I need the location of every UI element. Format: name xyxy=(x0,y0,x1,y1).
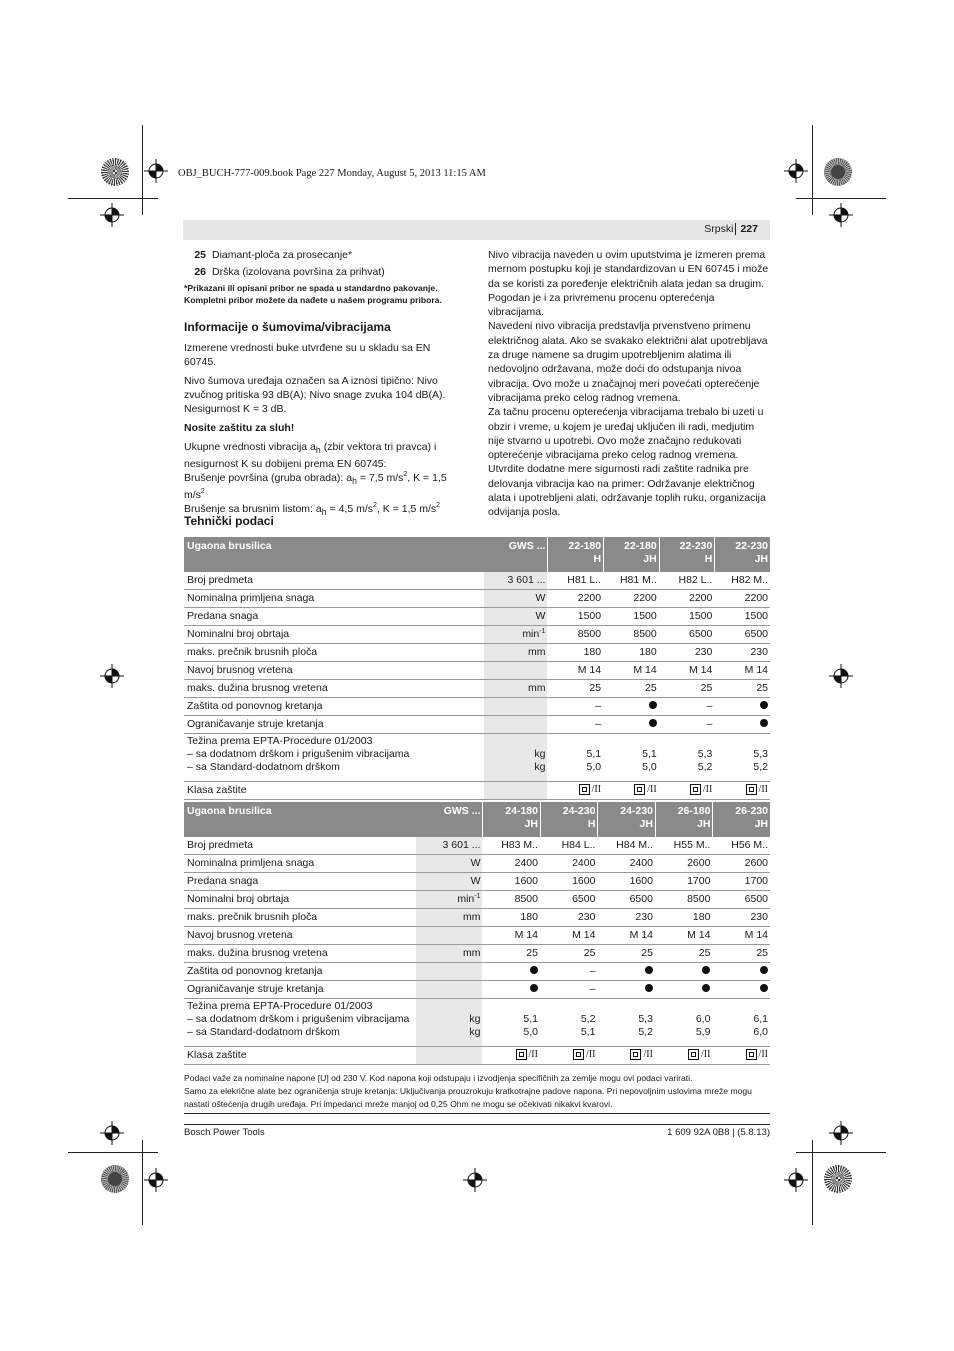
cell-value: 25 xyxy=(655,945,712,963)
yes-dot-icon xyxy=(645,984,653,992)
cell-value: 180 xyxy=(483,909,540,927)
row-unit: mm xyxy=(484,644,548,662)
cell-value: M 14 xyxy=(483,927,540,945)
cell-value: 25 xyxy=(548,680,604,698)
cell-value: – xyxy=(659,698,715,716)
cell-value: M 14 xyxy=(540,927,597,945)
cell-value: M 14 xyxy=(655,927,712,945)
cell-value: 180 xyxy=(548,644,604,662)
table-row-class: Klasa zaštite /II /II /II /II /II xyxy=(184,1047,770,1065)
yes-dot-icon xyxy=(645,966,653,974)
cell-value: 1500 xyxy=(548,608,604,626)
paragraph: Za tačnu procenu opterećenja vibracijama trebalo bi uzeti u obzir i vreme, u kojem je uređaj uključen ili radi, medjutim nije stvarno u upotrebi. Ovo može značajno redukovati opterećenje vibracijama preko celog radnog vremena. xyxy=(488,406,764,462)
row-label: maks. prečnik brusnih ploča xyxy=(184,909,416,927)
row-label: Navoj brusnog vretena xyxy=(184,927,416,945)
yes-dot-icon xyxy=(649,719,657,727)
cell-value xyxy=(715,716,770,734)
cell-value xyxy=(715,698,770,716)
cell-value: H83 M.. xyxy=(483,837,540,855)
row-unit: W xyxy=(416,873,483,891)
table-header-label: Ugaona brusilica xyxy=(184,802,416,837)
print-slug: OBJ_BUCH-777-009.book Page 227 Monday, August 5, 2013 11:15 AM xyxy=(178,168,486,179)
cell-value: H81 L.. xyxy=(548,572,604,590)
registration-target-icon xyxy=(100,203,124,227)
table-header-gws: GWS ... xyxy=(416,802,483,837)
yes-dot-icon xyxy=(760,984,768,992)
protection-class-icon: /II xyxy=(746,783,768,796)
tech-table-1 xyxy=(184,537,770,800)
row-label: Ograničavanje struje kretanja xyxy=(184,981,416,999)
paragraph: Nivo vibracija naveden u ovim uputstvima je izmeren prema mernom postupku koji je standardizovan u EN 60745 i može da se koristi za poređenje električnih alata jedan sa drugim. Pogodan je i za privremenu procenu opterećenja vibracijama. xyxy=(488,249,769,319)
table-row xyxy=(184,891,770,909)
row-unit xyxy=(416,981,483,999)
cell-value xyxy=(713,963,770,981)
footnote: Samo za elekrične alate bez ograničenja struje kretanja: Uključivanja prouzrokuju kratkotrajne padove napona. Pri nepovoljnim uslovima mreže mogu nastati oštećenja drugih uređaja. Pri impedanci mreže manjoj od 0,25 Ohm ne mogu se očekivati nikakvi kvarovi. xyxy=(184,1086,752,1109)
footer-brand: Bosch Power Tools xyxy=(184,1127,265,1138)
paragraph: Navedeni nivo vibracija predstavlja prvenstveno primenu električnog alata. Ako se svakako električni alat upotrebljava za druge namene sa drugim upotrebljenim alatima ili nedovoljno održavana, može doći do odstupanja nivoa vibracija. Ovo može u značajnoj meri povećati opterećenje vibracijama preko celog radnog vremena. xyxy=(488,320,768,404)
row-unit: $\min^{-1}$ xyxy=(484,626,548,644)
cell-value: 8500 xyxy=(604,626,660,644)
registration-target-icon xyxy=(463,1168,487,1192)
yes-dot-icon xyxy=(530,966,538,974)
table-row xyxy=(184,873,770,891)
table-row xyxy=(184,662,770,680)
row-unit xyxy=(484,662,548,680)
table-row xyxy=(184,572,770,590)
row-label: Broj predmeta xyxy=(184,837,416,855)
cell-value xyxy=(655,963,712,981)
cell-value: 230 xyxy=(715,644,770,662)
warning-text: Nosite zaštitu za sluh! xyxy=(184,422,295,434)
table-header-gws: GWS ... xyxy=(484,537,548,572)
table-row xyxy=(184,608,770,626)
cell-value: H56 M.. xyxy=(713,837,770,855)
page-header xyxy=(183,220,770,240)
protection-class-icon: /II xyxy=(746,1048,768,1061)
table-row xyxy=(184,644,770,662)
table-header-model: 22-230 JH xyxy=(715,537,770,572)
table-row xyxy=(184,909,770,927)
protection-class-icon: /II xyxy=(579,783,601,796)
table-header-model: 22-230 H xyxy=(659,537,715,572)
row-unit xyxy=(484,716,548,734)
cell-value: 6500 xyxy=(598,891,655,909)
row-unit: mm xyxy=(416,945,483,963)
row-label: Nominalni broj obrtaja xyxy=(184,891,416,909)
registration-target-icon xyxy=(829,203,853,227)
row-label: Nominalni broj obrtaja xyxy=(184,626,484,644)
cell-value: 8500 xyxy=(548,626,604,644)
cell-value: 2200 xyxy=(604,590,660,608)
table-row xyxy=(184,716,770,734)
row-unit: W xyxy=(484,608,548,626)
protection-class-icon: /II xyxy=(634,783,656,796)
table-row xyxy=(184,626,770,644)
table-header-label: Ugaona brusilica xyxy=(184,537,484,572)
yes-dot-icon xyxy=(649,701,657,709)
cell-value: M 14 xyxy=(715,662,770,680)
cell-value: 8500 xyxy=(483,891,540,909)
cell-value: H82 M.. xyxy=(715,572,770,590)
right-column xyxy=(488,248,770,520)
protection-class-icon: /II xyxy=(688,1048,710,1061)
cell-value: – xyxy=(659,716,715,734)
registration-target-icon xyxy=(784,159,808,183)
row-label: Zaštita od ponovnog kretanja xyxy=(184,698,484,716)
footnote: Podaci važe za nominalne napone [U] od 230 V. Kod napona koji odstupaju i izvodjenja specifičnih za zemlje mogu ovi podaci varirati. xyxy=(184,1073,693,1083)
row-label: maks. prečnik brusnih ploča xyxy=(184,644,484,662)
row-unit: W xyxy=(416,855,483,873)
table-row xyxy=(184,590,770,608)
registration-target-icon xyxy=(144,1168,168,1192)
table-header-model: 24-230 H xyxy=(540,802,597,837)
cell-value: 25 xyxy=(540,945,597,963)
table-header-model: 24-230 JH xyxy=(598,802,655,837)
parts-item: 26 Drška (izolovana površina za prihvat) xyxy=(194,266,385,278)
table-header-model: 26-230 JH xyxy=(713,802,770,837)
cell-value: 2400 xyxy=(598,855,655,873)
cell-value xyxy=(655,981,712,999)
row-label: Zaštita od ponovnog kretanja xyxy=(184,963,416,981)
cell-value: 2200 xyxy=(548,590,604,608)
row-label: Predana snaga xyxy=(184,873,416,891)
cell-value: H84 M.. xyxy=(598,837,655,855)
paragraph: Utvrdite dodatne mere sigurnosti radi zaštite radnika pre delovanja vibracija kao na primer: Održavanje električnog alata i upotrebljeni alati, održavanje toplih ruku, organizacija odvijanja posla. xyxy=(488,463,766,519)
cell-value: 2400 xyxy=(540,855,597,873)
cell-value: 6500 xyxy=(540,891,597,909)
row-label: Nominalna primljena snaga xyxy=(184,855,416,873)
accessory-note: *Prikazani ili opisani pribor ne spada u standardno pakovanje. Kompletni pribor možete da nađete u našem programu pribora. xyxy=(184,283,442,305)
table-row-weight: Težina prema EPTA-Procedure 01/2003 – sa dodatnom drškom i prigušenim vibracijama – sa Standard-dodatnom drškom kg kg 5,1 5,0 5,1 5,0 5,3 5,2 5,3 5,2 xyxy=(184,734,770,782)
table-row xyxy=(184,963,770,981)
cell-value: H84 L.. xyxy=(540,837,597,855)
registration-target-icon xyxy=(829,1121,853,1145)
cell-value: H81 M.. xyxy=(604,572,660,590)
table-row xyxy=(184,680,770,698)
row-unit: mm xyxy=(484,680,548,698)
divider xyxy=(184,1113,770,1114)
cell-value: 230 xyxy=(540,909,597,927)
table-header-model: 22-180 H xyxy=(548,537,604,572)
protection-class-icon: /II xyxy=(516,1048,538,1061)
paragraph: Izmerene vrednosti buke utvrđene su u skladu sa EN 60745. xyxy=(184,342,431,368)
cell-value: 230 xyxy=(713,909,770,927)
table-header-model: 22-180 JH xyxy=(604,537,660,572)
cell-value: 1600 xyxy=(540,873,597,891)
vibration-values: Ukupne vrednosti vibracija $a_h$ (zbir vektora tri pravca) i nesigurnost K su dobijeni prema EN 60745: Brušenje površina (gruba obrada): $a_h = 7,5$ $m/s^2$, K = 1,5 $m/s^2$ Brušenje sa brusnim listom: $a_h = 4,5$ $m/s^2$, K = 1,5 $m/s^2$ xyxy=(184,441,447,518)
row-label: Broj predmeta xyxy=(184,572,484,590)
cell-value: 25 xyxy=(659,680,715,698)
cell-value: 180 xyxy=(655,909,712,927)
table-row-class: Klasa zaštite /II /II /II /II xyxy=(184,782,770,800)
cell-value: 6500 xyxy=(659,626,715,644)
table-row xyxy=(184,855,770,873)
footnotes xyxy=(184,1072,770,1111)
color-dial-icon xyxy=(101,1165,129,1193)
cell-value: 25 xyxy=(604,680,660,698)
row-unit: mm xyxy=(416,909,483,927)
color-dial-icon xyxy=(824,1165,852,1193)
registration-target-icon xyxy=(100,1121,124,1145)
cell-value: H82 L.. xyxy=(659,572,715,590)
yes-dot-icon xyxy=(760,966,768,974)
paragraph: Nivo šumova uređaja označen sa A iznosi tipično: Nivo zvučnog pritiska 93 dB(A); Nivo snage zvuka 104 dB(A). Nesigurnost K = 3 dB. xyxy=(184,375,446,415)
cell-value: 2400 xyxy=(483,855,540,873)
cell-value: 2600 xyxy=(655,855,712,873)
row-label: maks. dužina brusnog vretena xyxy=(184,680,484,698)
cell-value: 6500 xyxy=(713,891,770,909)
cell-value: 25 xyxy=(713,945,770,963)
color-dial-icon xyxy=(824,158,852,186)
cell-value xyxy=(598,963,655,981)
row-unit xyxy=(416,963,483,981)
cell-value xyxy=(713,981,770,999)
cell-value: H55 M.. xyxy=(655,837,712,855)
cell-value: 230 xyxy=(598,909,655,927)
protection-class-icon: /II xyxy=(573,1048,595,1061)
cell-value: 2200 xyxy=(715,590,770,608)
cell-value: – xyxy=(540,981,597,999)
cell-value: M 14 xyxy=(598,927,655,945)
row-label: Ograničavanje struje kretanja xyxy=(184,716,484,734)
row-unit: 3 601 ... xyxy=(416,837,483,855)
cell-value xyxy=(598,981,655,999)
table-header-model: 26-180 JH xyxy=(655,802,712,837)
table-row xyxy=(184,945,770,963)
cell-value: 25 xyxy=(598,945,655,963)
yes-dot-icon xyxy=(702,966,710,974)
registration-target-icon xyxy=(100,664,124,688)
table-row-weight: Težina prema EPTA-Procedure 01/2003 – sa dodatnom drškom i prigušenim vibracijama – sa Standard-dodatnom drškom kg kg 5,1 5,0 5,2 5,1 5,3 5,2 6,0 5,9 6,1 6,0 xyxy=(184,999,770,1047)
cell-value: 25 xyxy=(483,945,540,963)
table-row xyxy=(184,837,770,855)
row-unit: W xyxy=(484,590,548,608)
table-header-model: 24-180 JH xyxy=(483,802,540,837)
yes-dot-icon xyxy=(760,701,768,709)
cell-value: 1500 xyxy=(715,608,770,626)
cell-value xyxy=(604,716,660,734)
cell-value: 2200 xyxy=(659,590,715,608)
cell-value: 1500 xyxy=(604,608,660,626)
left-column xyxy=(184,248,462,524)
cell-value: – xyxy=(548,698,604,716)
table-row xyxy=(184,698,770,716)
row-unit xyxy=(484,698,548,716)
cell-value xyxy=(604,698,660,716)
cell-value: 8500 xyxy=(655,891,712,909)
table-row xyxy=(184,981,770,999)
cell-value: M 14 xyxy=(604,662,660,680)
cell-value: M 14 xyxy=(659,662,715,680)
cell-value: – xyxy=(548,716,604,734)
row-label: Nominalna primljena snaga xyxy=(184,590,484,608)
protection-class-icon: /II xyxy=(690,783,712,796)
cell-value: 1700 xyxy=(655,873,712,891)
table-row xyxy=(184,927,770,945)
cell-value: M 14 xyxy=(713,927,770,945)
color-dial-icon xyxy=(101,158,129,186)
footer-doc-number: 1 609 92A 0B8 | (5.8.13) xyxy=(667,1127,770,1138)
registration-target-icon xyxy=(784,1168,808,1192)
header-language: Srpski xyxy=(704,223,734,235)
section-heading-noise: Informacije o šumovima/vibracijama xyxy=(184,320,391,334)
cell-value: 6500 xyxy=(715,626,770,644)
registration-target-icon xyxy=(829,664,853,688)
registration-target-icon xyxy=(144,159,168,183)
parts-item: 25 Diamant-ploča za prosecanje* xyxy=(194,249,353,261)
row-label: Predana snaga xyxy=(184,608,484,626)
cell-value: 2600 xyxy=(713,855,770,873)
row-unit: 3 601 ... xyxy=(484,572,548,590)
row-unit xyxy=(416,927,483,945)
yes-dot-icon xyxy=(760,719,768,727)
cell-value: 230 xyxy=(659,644,715,662)
cell-value: – xyxy=(540,963,597,981)
cell-value: 180 xyxy=(604,644,660,662)
divider xyxy=(184,1124,770,1125)
cell-value xyxy=(483,981,540,999)
row-unit: $\min^{-1}$ xyxy=(416,891,483,909)
tech-table-2 xyxy=(184,802,770,1065)
section-heading-tech: Tehnički podaci xyxy=(184,514,274,528)
row-label: Navoj brusnog vretena xyxy=(184,662,484,680)
cell-value: 1700 xyxy=(713,873,770,891)
protection-class-icon: /II xyxy=(630,1048,652,1061)
cell-value: 1600 xyxy=(598,873,655,891)
cell-value xyxy=(483,963,540,981)
page-number: 227 xyxy=(735,223,758,235)
cell-value: M 14 xyxy=(548,662,604,680)
cell-value: 1500 xyxy=(659,608,715,626)
yes-dot-icon xyxy=(530,984,538,992)
yes-dot-icon xyxy=(702,984,710,992)
cell-value: 1600 xyxy=(483,873,540,891)
row-label: maks. dužina brusnog vretena xyxy=(184,945,416,963)
cell-value: 25 xyxy=(715,680,770,698)
